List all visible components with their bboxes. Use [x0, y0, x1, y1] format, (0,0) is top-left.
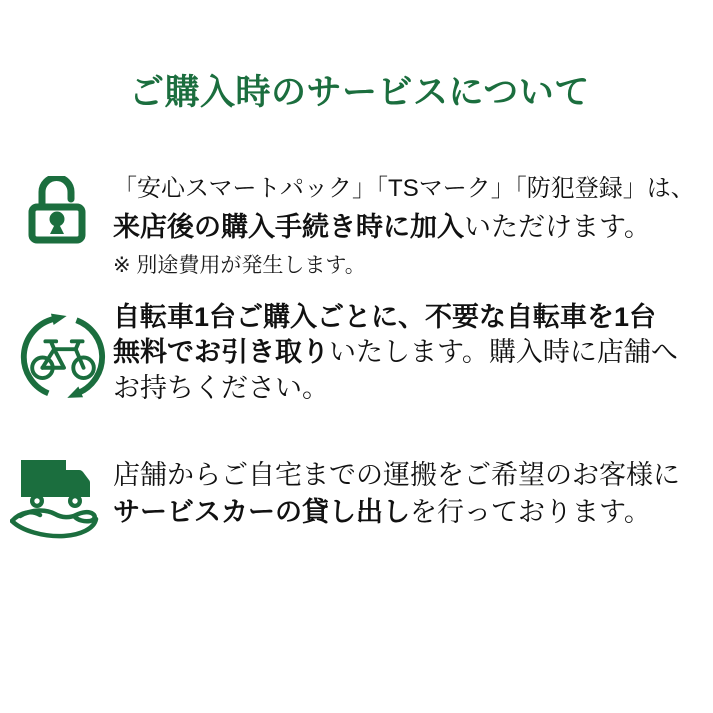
service2-line1: 自転車1台ご購入ごとに、不要な自転車を1台 [113, 302, 657, 332]
service3-line2-emphasis: サービスカーの貸し出し [113, 497, 410, 527]
service2-line2-emphasis: 無料でお引き取り [113, 337, 329, 367]
service1-line2-rest: いただけます。 [464, 212, 651, 242]
open-padlock-icon [28, 176, 86, 244]
service1-line2-emphasis: 来店後の購入手続き時に加入 [113, 212, 464, 242]
service1-line2 [113, 211, 651, 244]
bicycle-recycle-icon [18, 311, 108, 403]
page-title: ご購入時のサービスについて [129, 73, 590, 112]
service2-line3: お持ちください。 [113, 373, 329, 403]
service1-line1: 「安心スマートパック」「TSマーク」「防犯登録」は、 [113, 175, 695, 202]
service2-line2-rest: いたします。購入時に店舗へ [329, 337, 678, 367]
service3-line2-rest: を行っております。 [410, 497, 651, 527]
service3-line1: 店舗からご自宅までの運搬をご希望のお客様に [113, 460, 680, 490]
service3-line2 [113, 496, 651, 529]
truck-on-hand-icon [10, 457, 114, 545]
service2-line2 [113, 336, 678, 369]
service1-note: ※ 別途費用が発生します。 [113, 254, 366, 277]
